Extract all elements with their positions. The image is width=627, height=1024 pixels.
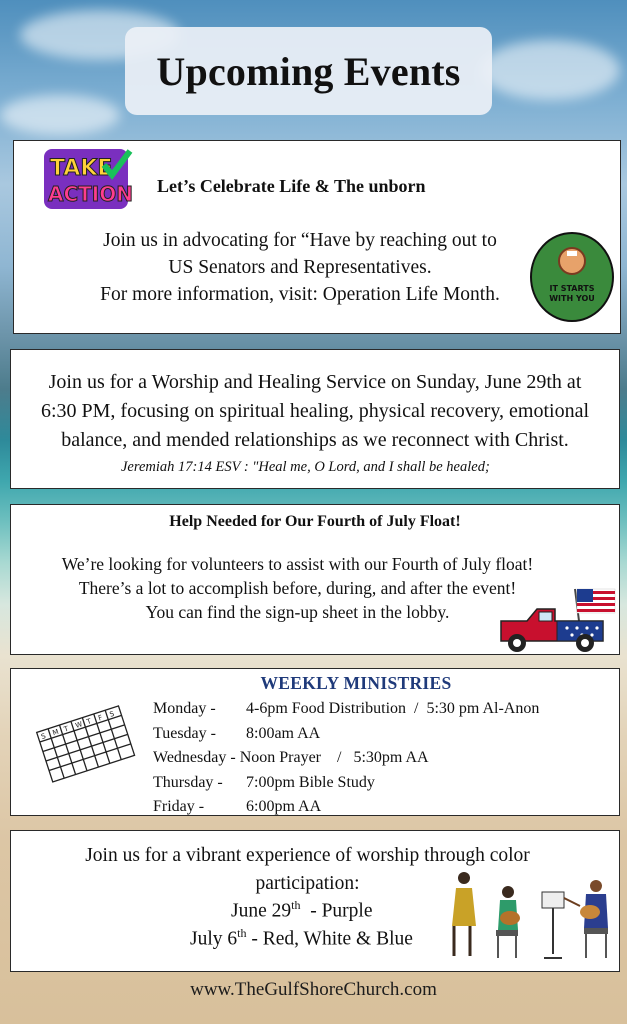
weekly-ministries-heading: WEEKLY MINISTRIES bbox=[260, 673, 452, 693]
it-starts-with-you-badge bbox=[529, 231, 615, 323]
svg-text:TAKE: TAKE bbox=[50, 156, 113, 181]
event-line: Join us for a Worship and Healing Service on Sunday, June 29th at bbox=[48, 371, 582, 393]
event-line: You can find the sign-up sheet in the lobby. bbox=[145, 602, 450, 622]
svg-text:IT STARTS: IT STARTS bbox=[549, 284, 595, 293]
event-line: Join us for a vibrant experience of worship through color bbox=[85, 845, 530, 866]
svg-text:S: S bbox=[108, 709, 116, 719]
title-banner bbox=[125, 27, 492, 115]
schedule-row: Monday - 4-6pm Food Distribution / 5:30 pm Al-Anon bbox=[153, 700, 540, 718]
schedule-row: Wednesday - Noon Prayer / 5:30pm AA bbox=[153, 749, 429, 767]
svg-text:W: W bbox=[74, 720, 84, 730]
event-body-float bbox=[20, 552, 575, 624]
event-line: balance, and mended relationships as we reconnect with Christ. bbox=[61, 429, 569, 451]
patriotic-truck-icon bbox=[497, 583, 619, 655]
svg-text:M: M bbox=[51, 727, 60, 738]
calendar-icon bbox=[34, 700, 136, 785]
svg-text:F: F bbox=[97, 713, 104, 723]
event-heading-life: Let’s Celebrate Life & The unborn bbox=[157, 176, 426, 196]
schedule-row: Tuesday - 8:00am AA bbox=[153, 724, 321, 742]
page-title: Upcoming Events bbox=[156, 48, 461, 94]
take-action-logo bbox=[42, 145, 134, 215]
event-line: participation: bbox=[255, 873, 360, 894]
church-website[interactable]: www.TheGulfShoreChurch.com bbox=[190, 979, 437, 1000]
event-line: We’re looking for volunteers to assist with our Fourth of July float! bbox=[61, 554, 534, 574]
cloud bbox=[0, 95, 120, 135]
event-heading-float: Help Needed for Our Fourth of July Float! bbox=[169, 513, 461, 530]
event-body-healing bbox=[20, 368, 610, 455]
date-line-july: July 6th - Red, White & Blue bbox=[190, 926, 413, 950]
event-line: US Senators and Representatives. bbox=[168, 257, 432, 278]
ministries-schedule bbox=[152, 697, 540, 820]
event-line: There’s a lot to accomplish before, during, and after the event! bbox=[78, 578, 517, 598]
svg-text:S: S bbox=[40, 732, 47, 742]
svg-text:T: T bbox=[85, 717, 93, 727]
cloud bbox=[480, 40, 620, 100]
scripture-verse: Jeremiah 17:14 ESV : "Heal me, O Lord, and I shall be healed; bbox=[121, 459, 490, 475]
svg-text:ACTION: ACTION bbox=[48, 182, 133, 206]
schedule-row: Friday - 6:00pm AA bbox=[153, 798, 322, 816]
event-line: 6:30 PM, focusing on spiritual healing, physical recovery, emotional bbox=[40, 400, 590, 422]
svg-text:WITH YOU: WITH YOU bbox=[549, 294, 595, 303]
musicians-illustration bbox=[440, 866, 616, 966]
event-line: Join us in advocating for “Have by reaching out to bbox=[103, 230, 497, 251]
svg-text:T: T bbox=[62, 724, 70, 734]
event-body-life bbox=[60, 227, 540, 308]
event-line: For more information, visit: Operation Life Month. bbox=[100, 284, 500, 305]
schedule-row: Thursday - 7:00pm Bible Study bbox=[153, 773, 375, 791]
date-line-june: June 29th - Purple bbox=[231, 898, 373, 922]
